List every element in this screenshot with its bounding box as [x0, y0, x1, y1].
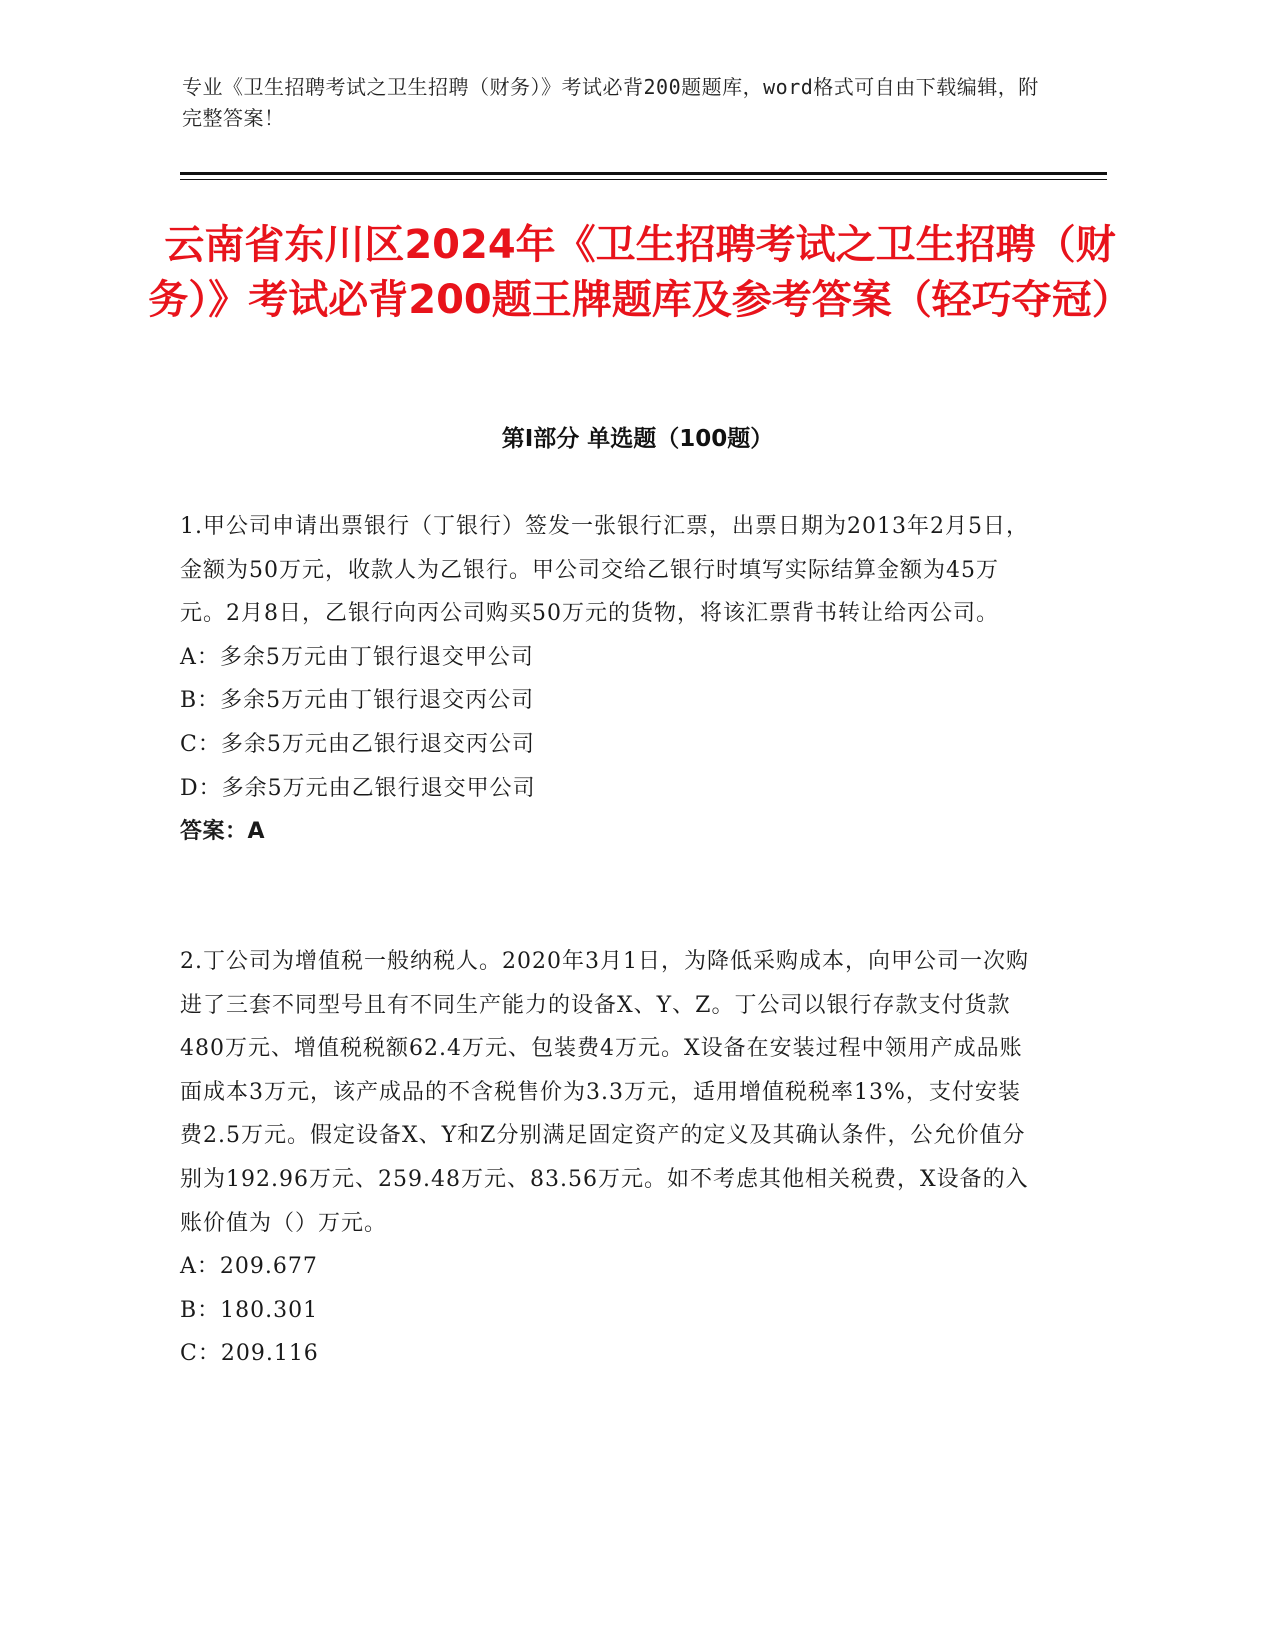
option-c: C：多余5万元由乙银行退交丙公司	[180, 731, 535, 757]
question-stem: 2.丁公司为增值税一般纳税人。2020年3月1日，为降低采购成本，向甲公司一次购进了三套不同型号且有不同生产能力的设备X、Y、Z。丁公司以银行存款支付货款480万元、增值税税额62.4万元、包装费4万元。X设备在安装过程中领用产成品账面成本3万元，该产成品的不含税售价为3.3万元，适用增值税税率13%，支付安装费2.5万元。假定设备X、Y和Z分别满足固定资产的定义及其确认条件，公允价值分别为192.96万元、259.48万元、83.56万元。如不考虑其他相关税费，X设备的入账价值为（）万元。	[180, 949, 1029, 1236]
question-1	[180, 505, 1040, 854]
header-divider-thick	[180, 172, 1107, 175]
section-heading: 第Ⅰ部分 单选题（100题）	[501, 426, 774, 452]
option-b: B：180.301	[180, 1297, 319, 1323]
option-a: A：多余5万元由丁银行退交甲公司	[180, 644, 534, 670]
option-a: A：209.677	[180, 1254, 318, 1280]
option-c: C：209.116	[180, 1341, 319, 1367]
question-stem: 1.甲公司申请出票银行（丁银行）签发一张银行汇票，出票日期为2013年2月5日，金额为50万元，收款人为乙银行。甲公司交给乙银行时填写实际结算金额为45万元。2月8日，乙银行向丙公司购买50万元的货物，将该汇票背书转让给丙公司。	[180, 514, 1029, 627]
option-d: D：多余5万元由乙银行退交甲公司	[180, 775, 536, 801]
header-divider-thin	[180, 179, 1107, 180]
option-b: B：多余5万元由丁银行退交丙公司	[180, 688, 535, 714]
header-note: 专业《卫生招聘考试之卫生招聘（财务）》考试必背200题题库，word格式可自由下载编辑，附完整答案！	[182, 75, 1039, 130]
question-2	[180, 940, 1040, 1376]
answer-line: 答案：A	[180, 819, 266, 845]
document-title: 云南省东川区2024年《卫生招聘考试之卫生招聘（财务）》考试必背200题王牌题库及参考答案（轻巧夺冠）	[148, 222, 1132, 323]
